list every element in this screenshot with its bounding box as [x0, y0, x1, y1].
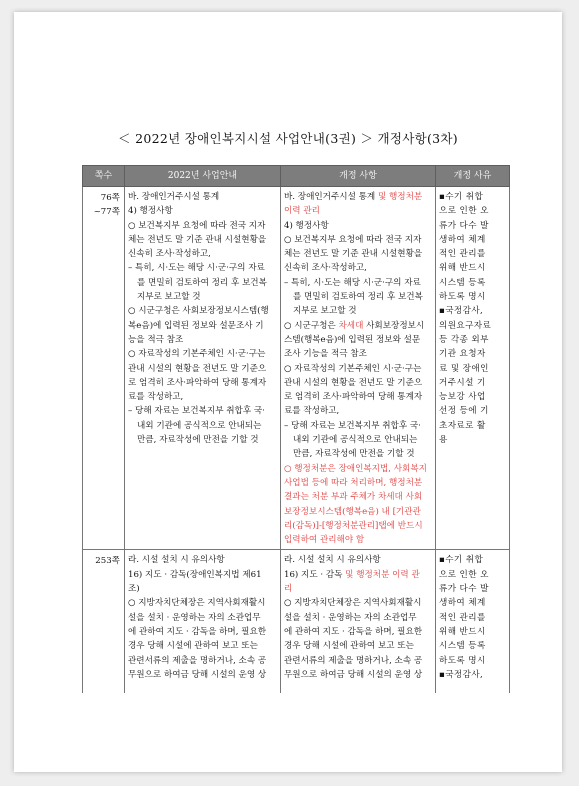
text-line [284, 553, 432, 567]
text-line [284, 219, 432, 233]
text-line: 용 [439, 435, 448, 446]
text-line [128, 625, 277, 639]
line-text: 사회보장정보시 [363, 320, 425, 331]
line-text: 관련서류의 제출을 명하거나, 소속 공 [284, 655, 423, 666]
revised-text: ○ 행정처분은 장애인복지법, 사회복지 [284, 463, 427, 474]
text-line [284, 639, 432, 653]
table-header-row [83, 166, 510, 187]
text-line [284, 596, 432, 610]
header-page: 쪽수 [83, 166, 125, 187]
line-text: 경우 당해 시설에 관하여 보고 또는 [128, 641, 258, 652]
revised-text: 사업법 등에 따라 처리하며, 행정처분 [284, 477, 423, 488]
revised-text: 리(감독)]-[행정처분관리]탭에 반드시 [284, 520, 423, 531]
page-cell [83, 550, 125, 694]
text-line: 생하여 체계 [439, 234, 486, 245]
line-text: 4) 행정사항 [128, 206, 173, 217]
revised-text: 리 [284, 584, 293, 595]
line-text: – 특히, 시·도는 해당 시·군·구의 자료 [284, 277, 421, 288]
line-text: 를 면밀히 검토하여 정리 후 보건복 [137, 277, 267, 288]
text-line: 하도록 명시 [439, 292, 486, 303]
line-text: 바. 장애인거주시설 통계 [128, 192, 220, 202]
text-line [284, 404, 432, 418]
line-text: 지부로 보고할 것 [137, 292, 201, 303]
text-line: ▪국정감사, [439, 669, 484, 680]
text-line [284, 304, 432, 318]
text-line [128, 553, 277, 567]
text-line [284, 333, 432, 347]
line-text: 내외 기관에 공식적으로 안내되는 [137, 420, 262, 431]
header-reason: 개정 사유 [436, 166, 510, 187]
text-line: 기관 요청자 [439, 349, 486, 360]
old-text-cell [125, 187, 281, 550]
text-line [284, 276, 432, 290]
text-line [284, 476, 432, 490]
page-number: ~77쪽 [93, 207, 120, 218]
line-text: 라. 시설 설치 시 유의사항 [284, 555, 381, 566]
text-line [128, 347, 277, 361]
text-line [128, 204, 277, 218]
text-line: 시스템 등록 [439, 277, 486, 288]
line-text: 스템(행복e음)에 입력된 정보와 설문 [284, 334, 421, 345]
text-line: ▪수기 취합 [439, 192, 484, 202]
new-text-cell [281, 187, 436, 550]
line-text: 신속히 조사·작성하고, [128, 249, 211, 260]
line-text: 에 관하여 지도 · 감독을 하며, 필요한 [284, 626, 423, 637]
text-line [284, 233, 432, 247]
text-line [128, 362, 277, 376]
text-line: 료 및 장애인 [439, 363, 489, 374]
line-text: ○ 지방자치단체장은 지역사회재활시 [128, 598, 266, 609]
page-cell [83, 187, 125, 550]
page-number: 76쪽 [100, 193, 120, 203]
line-text: – 당해 자료는 보건복지부 취합후 국· [284, 420, 421, 431]
line-text: 복e음)에 입력된 정보와 설문조사 기 [128, 320, 264, 331]
text-line [284, 568, 432, 582]
text-line [128, 668, 277, 682]
text-line: 거주시설 기 [439, 377, 486, 388]
text-line [284, 625, 432, 639]
line-text: 만큼, 자료작성에 만전을 기할 것 [293, 449, 415, 460]
line-text: ○ 보건복지부 요청에 따라 전국 지자 [284, 234, 422, 245]
table-row [83, 550, 510, 694]
page-number: 253쪽 [95, 556, 120, 567]
line-text: 16) 지도 · 감독(장애인복지법 제61 [128, 569, 262, 580]
text-line [128, 233, 277, 247]
text-line [284, 190, 432, 204]
line-text: ○ 자료작성의 기본주체인 시·군·구는 [128, 349, 266, 360]
line-text: 만큼, 자료작성에 만전을 기할 것 [137, 435, 259, 446]
old-text-cell [125, 550, 281, 694]
line-text: 관내 시설의 현황을 전년도 말 기준으 [284, 377, 423, 388]
table-row [83, 187, 510, 550]
text-line: 류가 다수 발 [439, 220, 489, 231]
reason-cell [436, 550, 510, 694]
text-line: ▪국정감사, [439, 306, 484, 317]
line-text: 바. 장애인거주시설 통계 [284, 192, 378, 202]
text-line [128, 433, 277, 447]
text-line [128, 290, 277, 304]
text-line [284, 347, 432, 361]
line-text: 무원으로 하여금 당해 시설의 운영 상 [284, 669, 423, 680]
revised-text: 입력하여 관리해야 함 [284, 535, 365, 546]
line-text: – 특히, 시·도는 해당 시·군·구의 자료 [128, 263, 265, 274]
line-text: 무원으로 하여금 당해 시설의 운영 상 [128, 669, 267, 680]
text-line [284, 390, 432, 404]
text-line: 초자료로 활 [439, 420, 486, 431]
line-text: 16) 지도 · 감독 [284, 569, 346, 580]
document-page [14, 12, 562, 772]
line-text: 료를 작성하고, [128, 392, 184, 403]
text-line: ▪수기 취합 [439, 555, 484, 566]
text-line [128, 219, 277, 233]
text-line: 류가 다수 발 [439, 584, 489, 595]
text-line [284, 447, 432, 461]
text-line [128, 596, 277, 610]
line-text: 로 엄격히 조사·파악하여 당해 통계자 [128, 377, 267, 388]
revised-text: 차세대 [338, 320, 364, 331]
text-line [128, 568, 277, 582]
text-line [128, 390, 277, 404]
line-text: 4) 행정사항 [284, 220, 329, 231]
line-text: 설을 설치 · 운영하는 자의 소관업무 [284, 612, 417, 623]
text-line [284, 519, 432, 533]
line-text: ○ 지방자치단체장은 지역사회재활시 [284, 598, 422, 609]
new-text-cell [281, 550, 436, 694]
text-line [128, 247, 277, 261]
text-line: 등 각종 외부 [439, 334, 489, 345]
text-line [284, 533, 432, 547]
line-text: ○ 시군구청은 사회보장정보시스템(행 [128, 306, 269, 317]
text-line [284, 668, 432, 682]
text-line: 선정 등에 기 [439, 406, 489, 417]
text-line [128, 333, 277, 347]
line-text: 관련서류의 제출을 명하거나, 소속 공 [128, 655, 267, 666]
revised-text: 및 행정처분 [377, 192, 423, 202]
header-old-guide: 2022년 사업안내 [125, 166, 281, 187]
line-text: ○ 시군구청은 [284, 320, 339, 331]
text-line [128, 611, 277, 625]
line-text: 설을 설치 · 운영하는 자의 소관업무 [128, 612, 261, 623]
text-line: 의원요구자료 [439, 320, 492, 331]
text-line [128, 261, 277, 275]
text-line [284, 611, 432, 625]
page-title: ＜ 2022년 장애인복지시설 사업안내(3권) ＞ 개정사항(3차) [118, 131, 458, 146]
text-line [128, 190, 277, 204]
line-text: 능을 적극 참조 [128, 334, 184, 345]
text-line [284, 362, 432, 376]
line-text: 경우 당해 시설에 관하여 보고 또는 [284, 641, 414, 652]
text-line [128, 654, 277, 668]
line-text: 내외 기관에 공식적으로 안내되는 [293, 435, 418, 446]
text-line: 하도록 명시 [439, 655, 486, 666]
line-text: 료를 작성하고, [284, 406, 340, 417]
text-line [284, 319, 432, 333]
text-line [284, 290, 432, 304]
line-text: 신속히 조사·작성하고, [284, 263, 367, 274]
text-line [128, 304, 277, 318]
text-line [284, 247, 432, 261]
revision-table [82, 165, 510, 693]
line-text: 체는 전년도 말 기준 관내 시설현황을 [128, 234, 267, 245]
text-line: 적인 관리를 [439, 612, 486, 623]
line-text: 에 관하여 지도 · 감독을 하며, 필요한 [128, 626, 267, 637]
text-line: 생하여 체계 [439, 598, 486, 609]
line-text: 지부로 보고할 것 [293, 306, 357, 317]
text-line: 으로 인한 오 [439, 569, 489, 580]
text-line: 위해 반드시 [439, 626, 486, 637]
header-revision: 개정 사항 [281, 166, 436, 187]
text-line [284, 654, 432, 668]
text-line [128, 639, 277, 653]
revised-text: 결과는 처분 부과 주체가 차세대 사회 [284, 492, 423, 503]
text-line [284, 490, 432, 504]
line-text: 조) [128, 584, 140, 595]
line-text: 를 면밀히 검토하여 정리 후 보건복 [293, 292, 423, 303]
revised-text: 및 행정처분 이력 관 [345, 569, 420, 580]
text-line [284, 419, 432, 433]
text-line [284, 582, 432, 596]
line-text: 체는 전년도 말 기준 관내 시설현황을 [284, 249, 423, 260]
text-line: 적인 관리를 [439, 249, 486, 260]
line-text: 라. 시설 설치 시 유의사항 [128, 555, 225, 566]
text-line: 시스템 등록 [439, 641, 486, 652]
revised-text: 보장정보시스템(행복e음) 내 [기관관 [284, 506, 421, 517]
text-line [284, 505, 432, 519]
text-line [284, 433, 432, 447]
text-line: 위해 반드시 [439, 263, 486, 274]
text-line: 능보강 사업 [439, 392, 486, 403]
text-line [128, 582, 277, 596]
line-text: 조사 기능을 적극 참조 [284, 349, 367, 360]
text-line [284, 462, 432, 476]
text-line: 으로 인한 오 [439, 206, 489, 217]
text-line [128, 419, 277, 433]
text-line [128, 276, 277, 290]
reason-cell [436, 187, 510, 550]
text-line [284, 261, 432, 275]
line-text: – 당해 자료는 보건복지부 취합후 국· [128, 406, 265, 417]
revised-text: 이력 관리 [284, 206, 320, 217]
text-line [128, 319, 277, 333]
text-line [284, 204, 432, 218]
line-text: ○ 자료작성의 기본주체인 시·군·구는 [284, 363, 422, 374]
text-line [128, 376, 277, 390]
line-text: ○ 보건복지부 요청에 따라 전국 지자 [128, 220, 266, 231]
text-line [128, 404, 277, 418]
line-text: 로 엄격히 조사·파악하여 당해 통계자 [284, 392, 423, 403]
line-text: 관내 시설의 현황을 전년도 말 기준으 [128, 363, 267, 374]
text-line [284, 376, 432, 390]
